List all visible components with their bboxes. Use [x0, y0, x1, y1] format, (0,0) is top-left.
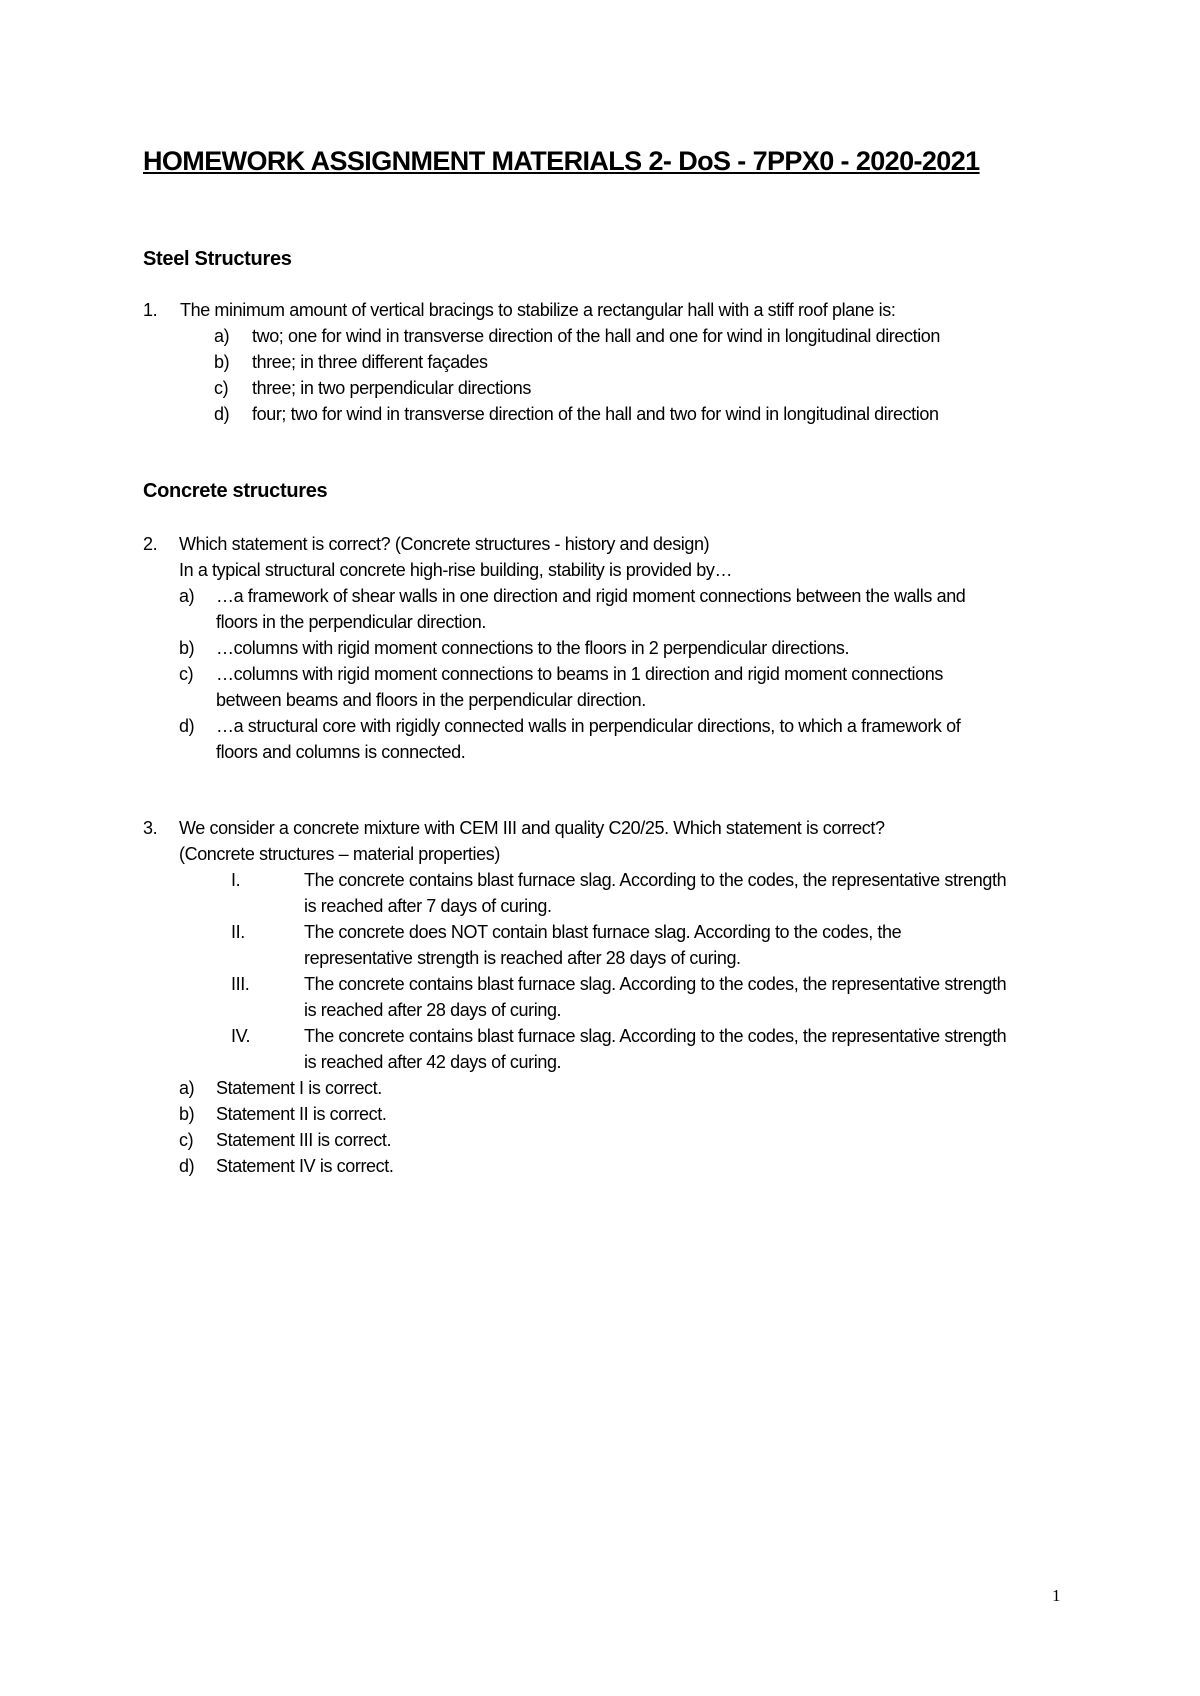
- option-text: …columns with rigid moment connections to beams in 1 direction and rigid moment connections: [216, 664, 943, 684]
- option-label: b): [179, 1104, 195, 1124]
- option-label: c): [179, 1130, 194, 1150]
- statement-text-continued: is reached after 28 days of curing.: [304, 1000, 562, 1020]
- question-number: 3.: [143, 818, 158, 838]
- statement-text: The concrete does NOT contain blast furnace slag. According to the codes, the: [304, 922, 902, 942]
- option-text-continued: floors in the perpendicular direction.: [216, 612, 486, 632]
- option-text: …a framework of shear walls in one direction and rigid moment connections between the walls and: [216, 586, 966, 606]
- document-title: HOMEWORK ASSIGNMENT MATERIALS 2- DoS - 7PPX0 - 2020-2021: [143, 146, 980, 176]
- question-subtext: (Concrete structures – material properties): [179, 844, 500, 864]
- statement-text: The concrete contains blast furnace slag. According to the codes, the representative strength: [304, 974, 1007, 994]
- option-label: b): [179, 638, 195, 658]
- option-label: c): [214, 378, 229, 398]
- option-label: d): [179, 1156, 195, 1176]
- statement-label: I.: [231, 870, 241, 890]
- option-label: a): [179, 586, 195, 606]
- option-text: two; one for wind in transverse direction of the hall and one for wind in longitudinal direction: [252, 326, 941, 346]
- statement-label: II.: [231, 922, 245, 942]
- statement-text-continued: is reached after 7 days of curing.: [304, 896, 552, 916]
- option-text: four; two for wind in transverse direction of the hall and two for wind in longitudinal direction: [252, 404, 939, 424]
- question-subtext: In a typical structural concrete high-rise building, stability is provided by…: [179, 560, 733, 580]
- question-text: We consider a concrete mixture with CEM III and quality C20/25. Which statement is correct?: [179, 818, 885, 838]
- question-number: 2.: [143, 534, 158, 554]
- option-label: a): [179, 1078, 195, 1098]
- option-label: a): [214, 326, 230, 346]
- option-text: …columns with rigid moment connections to the floors in 2 perpendicular directions.: [216, 638, 850, 658]
- statement-text: The concrete contains blast furnace slag. According to the codes, the representative strength: [304, 870, 1007, 890]
- statement-text-continued: representative strength is reached after 28 days of curing.: [304, 948, 741, 968]
- option-text: …a structural core with rigidly connected walls in perpendicular directions, to which a framework of: [216, 716, 961, 736]
- option-text: Statement IV is correct.: [216, 1156, 394, 1176]
- option-text: three; in three different façades: [252, 352, 488, 372]
- section-heading-steel: Steel Structures: [143, 248, 292, 270]
- option-text: Statement I is correct.: [216, 1078, 382, 1098]
- option-text-continued: floors and columns is connected.: [216, 742, 466, 762]
- question-text: Which statement is correct? (Concrete structures - history and design): [179, 534, 710, 554]
- option-text: Statement III is correct.: [216, 1130, 392, 1150]
- option-label: c): [179, 664, 194, 684]
- question-text: The minimum amount of vertical bracings to stabilize a rectangular hall with a stiff roof plane is:: [180, 300, 896, 320]
- option-text-continued: between beams and floors in the perpendicular direction.: [216, 690, 646, 710]
- option-text: Statement II is correct.: [216, 1104, 387, 1124]
- statement-label: IV.: [231, 1026, 251, 1046]
- page-number: 1: [1052, 1586, 1061, 1605]
- option-text: three; in two perpendicular directions: [252, 378, 531, 398]
- option-label: d): [214, 404, 230, 424]
- section-heading-concrete: Concrete structures: [143, 480, 328, 502]
- question-number: 1.: [143, 300, 158, 320]
- statement-text-continued: is reached after 42 days of curing.: [304, 1052, 562, 1072]
- statement-label: III.: [231, 974, 250, 994]
- option-label: d): [179, 716, 195, 736]
- statement-text: The concrete contains blast furnace slag. According to the codes, the representative strength: [304, 1026, 1007, 1046]
- option-label: b): [214, 352, 230, 372]
